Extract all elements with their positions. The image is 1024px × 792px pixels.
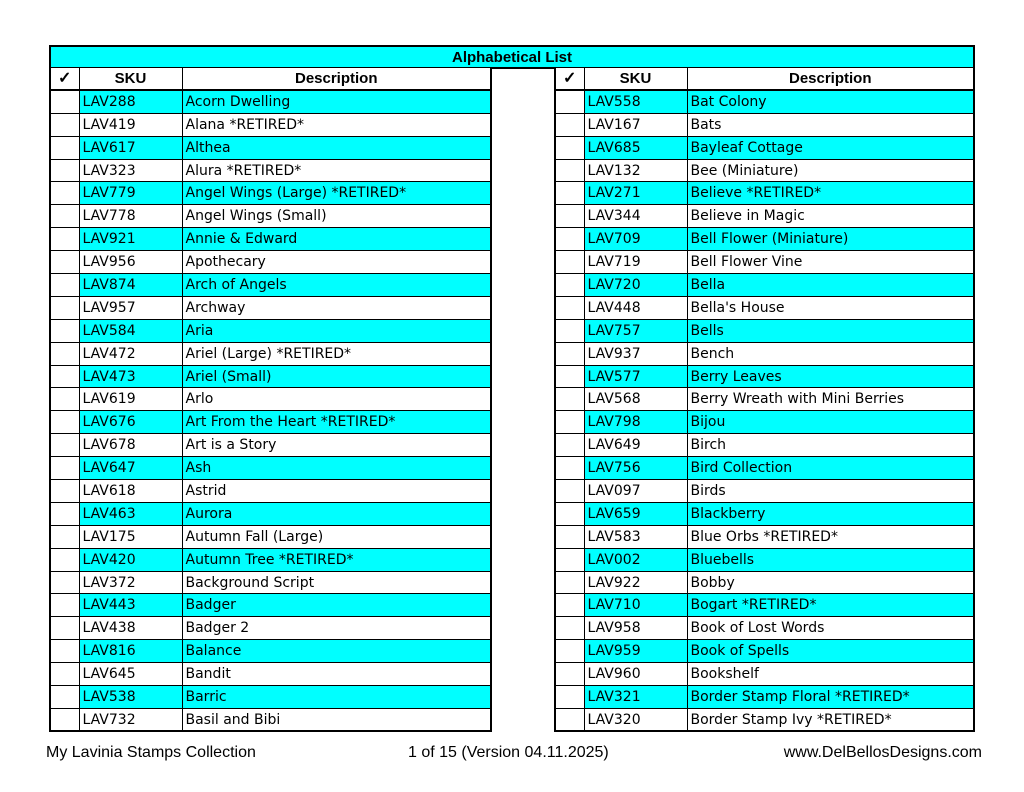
checkbox-cell[interactable] xyxy=(555,663,584,686)
checkbox-cell[interactable] xyxy=(50,388,79,411)
checkbox-cell[interactable] xyxy=(555,342,584,365)
description-cell: Angel Wings (Large) *RETIRED* xyxy=(182,182,491,205)
checkbox-cell[interactable] xyxy=(555,548,584,571)
sku-cell: LAV472 xyxy=(79,342,182,365)
description-cell: Bee (Miniature) xyxy=(687,159,974,182)
sku-cell: LAV709 xyxy=(584,228,687,251)
sku-column-header: SKU xyxy=(584,68,687,91)
table-row xyxy=(50,525,491,548)
description-cell: Believe in Magic xyxy=(687,205,974,228)
description-cell: Archway xyxy=(182,296,491,319)
description-cell: Border Stamp Ivy *RETIRED* xyxy=(687,708,974,731)
description-cell: Bat Colony xyxy=(687,90,974,113)
checkbox-cell[interactable] xyxy=(50,480,79,503)
description-cell: Art is a Story xyxy=(182,434,491,457)
sku-cell: LAV167 xyxy=(584,113,687,136)
sku-cell: LAV097 xyxy=(584,480,687,503)
description-cell: Book of Lost Words xyxy=(687,617,974,640)
sku-cell: LAV320 xyxy=(584,708,687,731)
description-column-header: Description xyxy=(687,68,974,91)
sku-cell: LAV756 xyxy=(584,457,687,480)
checkbox-cell[interactable] xyxy=(555,686,584,709)
sku-cell: LAV321 xyxy=(584,686,687,709)
checkbox-cell[interactable] xyxy=(555,365,584,388)
checkbox-cell[interactable] xyxy=(555,640,584,663)
sku-cell: LAV344 xyxy=(584,205,687,228)
description-cell: Bijou xyxy=(687,411,974,434)
right-column xyxy=(554,67,975,732)
checkbox-cell[interactable] xyxy=(50,663,79,686)
checkbox-cell[interactable] xyxy=(50,319,79,342)
sku-cell: LAV002 xyxy=(584,548,687,571)
table-row xyxy=(50,90,491,113)
table-row xyxy=(50,411,491,434)
checkbox-cell[interactable] xyxy=(555,182,584,205)
description-cell: Badger 2 xyxy=(182,617,491,640)
sku-cell: LAV798 xyxy=(584,411,687,434)
sku-cell: LAV372 xyxy=(79,571,182,594)
checkbox-cell[interactable] xyxy=(555,136,584,159)
description-cell: Apothecary xyxy=(182,251,491,274)
table-row xyxy=(555,388,974,411)
sku-cell: LAV420 xyxy=(79,548,182,571)
table-row xyxy=(555,90,974,113)
description-cell: Believe *RETIRED* xyxy=(687,182,974,205)
table-row xyxy=(555,365,974,388)
left-table-body xyxy=(50,90,491,731)
table-row xyxy=(555,640,974,663)
sku-cell: LAV921 xyxy=(79,228,182,251)
checkbox-cell[interactable] xyxy=(555,228,584,251)
sku-cell: LAV676 xyxy=(79,411,182,434)
description-cell: Bell Flower (Miniature) xyxy=(687,228,974,251)
description-cell: Bobby xyxy=(687,571,974,594)
description-cell: Bells xyxy=(687,319,974,342)
description-cell: Art From the Heart *RETIRED* xyxy=(182,411,491,434)
description-cell: Blackberry xyxy=(687,502,974,525)
description-cell: Angel Wings (Small) xyxy=(182,205,491,228)
page-footer xyxy=(46,744,982,766)
sku-cell: LAV619 xyxy=(79,388,182,411)
description-cell: Arlo xyxy=(182,388,491,411)
checkbox-cell[interactable] xyxy=(555,594,584,617)
table-row xyxy=(555,113,974,136)
sku-cell: LAV922 xyxy=(584,571,687,594)
checkbox-cell[interactable] xyxy=(50,686,79,709)
sku-cell: LAV438 xyxy=(79,617,182,640)
sku-cell: LAV577 xyxy=(584,365,687,388)
sku-cell: LAV816 xyxy=(79,640,182,663)
checkbox-cell[interactable] xyxy=(555,388,584,411)
checkbox-cell[interactable] xyxy=(555,571,584,594)
sku-cell: LAV958 xyxy=(584,617,687,640)
checkbox-cell[interactable] xyxy=(50,205,79,228)
checkbox-cell[interactable] xyxy=(50,90,79,113)
table-row xyxy=(555,182,974,205)
table-row xyxy=(555,251,974,274)
table-row xyxy=(555,525,974,548)
right-table-body xyxy=(555,90,974,731)
description-cell: Berry Leaves xyxy=(687,365,974,388)
table-row xyxy=(50,594,491,617)
sku-cell: LAV419 xyxy=(79,113,182,136)
table-row xyxy=(50,388,491,411)
sku-cell: LAV175 xyxy=(79,525,182,548)
table-row xyxy=(555,708,974,731)
description-cell: Background Script xyxy=(182,571,491,594)
sku-cell: LAV583 xyxy=(584,525,687,548)
footer-collection-name: My Lavinia Stamps Collection xyxy=(46,744,256,761)
sku-cell: LAV732 xyxy=(79,708,182,731)
checkbox-cell[interactable] xyxy=(555,113,584,136)
sku-cell: LAV288 xyxy=(79,90,182,113)
description-cell: Border Stamp Floral *RETIRED* xyxy=(687,686,974,709)
sku-cell: LAV874 xyxy=(79,274,182,297)
description-cell: Ariel (Small) xyxy=(182,365,491,388)
checkbox-cell[interactable] xyxy=(50,274,79,297)
footer-page-version: 1 of 15 (Version 04.11.2025) xyxy=(408,744,609,761)
table-row xyxy=(50,640,491,663)
table-row xyxy=(555,571,974,594)
checkbox-cell[interactable] xyxy=(555,708,584,731)
description-cell: Bluebells xyxy=(687,548,974,571)
list-title: Alphabetical List xyxy=(49,45,975,69)
description-cell: Autumn Fall (Large) xyxy=(182,525,491,548)
sku-cell: LAV584 xyxy=(79,319,182,342)
description-cell: Alura *RETIRED* xyxy=(182,159,491,182)
checkbox-cell[interactable] xyxy=(50,434,79,457)
sku-cell: LAV645 xyxy=(79,663,182,686)
table-row xyxy=(50,342,491,365)
description-cell: Barric xyxy=(182,686,491,709)
checklist-sheet xyxy=(49,45,975,734)
checkbox-cell[interactable] xyxy=(50,640,79,663)
table-row xyxy=(555,159,974,182)
description-cell: Bandit xyxy=(182,663,491,686)
checkmark-icon: ✓ xyxy=(563,69,577,87)
checkbox-cell[interactable] xyxy=(50,617,79,640)
checkbox-cell[interactable] xyxy=(555,617,584,640)
table-row xyxy=(50,136,491,159)
checkbox-cell[interactable] xyxy=(50,342,79,365)
sku-cell: LAV568 xyxy=(584,388,687,411)
sku-cell: LAV649 xyxy=(584,434,687,457)
table-row xyxy=(50,296,491,319)
description-cell: Bayleaf Cottage xyxy=(687,136,974,159)
checkbox-cell[interactable] xyxy=(555,90,584,113)
sku-cell: LAV779 xyxy=(79,182,182,205)
table-row xyxy=(50,502,491,525)
checkbox-cell[interactable] xyxy=(50,182,79,205)
description-cell: Birch xyxy=(687,434,974,457)
description-cell: Astrid xyxy=(182,480,491,503)
header-row xyxy=(555,68,974,91)
table-row xyxy=(555,686,974,709)
description-cell: Annie & Edward xyxy=(182,228,491,251)
table-row xyxy=(555,502,974,525)
sku-cell: LAV959 xyxy=(584,640,687,663)
header-row xyxy=(50,68,491,91)
table-row xyxy=(555,136,974,159)
sku-cell: LAV647 xyxy=(79,457,182,480)
table-row xyxy=(555,411,974,434)
description-cell: Birds xyxy=(687,480,974,503)
table-row xyxy=(555,617,974,640)
left-column xyxy=(49,67,492,732)
sku-cell: LAV132 xyxy=(584,159,687,182)
table-row xyxy=(555,274,974,297)
table-row xyxy=(555,296,974,319)
table-row xyxy=(50,617,491,640)
sku-cell: LAV719 xyxy=(584,251,687,274)
checkbox-cell[interactable] xyxy=(555,434,584,457)
table-row xyxy=(50,319,491,342)
checkbox-cell[interactable] xyxy=(555,525,584,548)
sku-cell: LAV323 xyxy=(79,159,182,182)
sku-cell: LAV448 xyxy=(584,296,687,319)
left-table xyxy=(49,67,492,732)
checkbox-cell[interactable] xyxy=(555,251,584,274)
description-column-header: Description xyxy=(182,68,491,91)
table-row xyxy=(555,457,974,480)
table-row xyxy=(50,434,491,457)
description-cell: Aurora xyxy=(182,502,491,525)
checkbox-cell[interactable] xyxy=(50,411,79,434)
table-row xyxy=(50,686,491,709)
table-row xyxy=(50,205,491,228)
sku-column-header: SKU xyxy=(79,68,182,91)
sku-cell: LAV937 xyxy=(584,342,687,365)
right-table xyxy=(554,67,975,732)
checkbox-cell[interactable] xyxy=(555,502,584,525)
table-row xyxy=(50,708,491,731)
description-cell: Bella's House xyxy=(687,296,974,319)
table-row xyxy=(50,228,491,251)
sku-cell: LAV678 xyxy=(79,434,182,457)
description-cell: Badger xyxy=(182,594,491,617)
table-row xyxy=(50,251,491,274)
sku-cell: LAV956 xyxy=(79,251,182,274)
sku-cell: LAV558 xyxy=(584,90,687,113)
checkbox-cell[interactable] xyxy=(555,296,584,319)
checkbox-cell[interactable] xyxy=(50,113,79,136)
checkmark-icon: ✓ xyxy=(58,69,72,87)
description-cell: Book of Spells xyxy=(687,640,974,663)
description-cell: Bookshelf xyxy=(687,663,974,686)
checkbox-cell[interactable] xyxy=(50,594,79,617)
table-row xyxy=(50,480,491,503)
checkbox-cell[interactable] xyxy=(50,251,79,274)
description-cell: Blue Orbs *RETIRED* xyxy=(687,525,974,548)
checkbox-cell[interactable] xyxy=(555,480,584,503)
checkbox-cell[interactable] xyxy=(555,274,584,297)
checkbox-cell[interactable] xyxy=(50,708,79,731)
sku-cell: LAV685 xyxy=(584,136,687,159)
footer-website: www.DelBellosDesigns.com xyxy=(783,744,982,761)
table-row xyxy=(50,274,491,297)
description-cell: Bats xyxy=(687,113,974,136)
checkbox-cell[interactable] xyxy=(555,159,584,182)
sku-cell: LAV710 xyxy=(584,594,687,617)
description-cell: Bench xyxy=(687,342,974,365)
sku-cell: LAV720 xyxy=(584,274,687,297)
sku-cell: LAV778 xyxy=(79,205,182,228)
table-row xyxy=(555,548,974,571)
checkbox-cell[interactable] xyxy=(555,205,584,228)
description-cell: Ariel (Large) *RETIRED* xyxy=(182,342,491,365)
check-column-header xyxy=(555,68,584,91)
table-row xyxy=(50,663,491,686)
description-cell: Althea xyxy=(182,136,491,159)
checkbox-cell[interactable] xyxy=(50,159,79,182)
sku-cell: LAV957 xyxy=(79,296,182,319)
sku-cell: LAV463 xyxy=(79,502,182,525)
description-cell: Aria xyxy=(182,319,491,342)
table-row xyxy=(555,594,974,617)
table-row xyxy=(50,457,491,480)
checkbox-cell[interactable] xyxy=(50,296,79,319)
table-row xyxy=(50,159,491,182)
sku-cell: LAV617 xyxy=(79,136,182,159)
sku-cell: LAV443 xyxy=(79,594,182,617)
description-cell: Balance xyxy=(182,640,491,663)
checkbox-cell[interactable] xyxy=(555,319,584,342)
sku-cell: LAV538 xyxy=(79,686,182,709)
sku-cell: LAV659 xyxy=(584,502,687,525)
checkbox-cell[interactable] xyxy=(50,457,79,480)
checkbox-cell[interactable] xyxy=(50,502,79,525)
table-row xyxy=(555,663,974,686)
checkbox-cell[interactable] xyxy=(555,411,584,434)
table-row xyxy=(50,365,491,388)
description-cell: Acorn Dwelling xyxy=(182,90,491,113)
table-row xyxy=(50,113,491,136)
description-cell: Bogart *RETIRED* xyxy=(687,594,974,617)
checkbox-cell[interactable] xyxy=(50,136,79,159)
description-cell: Arch of Angels xyxy=(182,274,491,297)
table-row xyxy=(555,480,974,503)
table-row xyxy=(50,571,491,594)
description-cell: Ash xyxy=(182,457,491,480)
checkbox-cell[interactable] xyxy=(50,228,79,251)
description-cell: Bell Flower Vine xyxy=(687,251,974,274)
checkbox-cell[interactable] xyxy=(555,457,584,480)
table-row xyxy=(555,434,974,457)
description-cell: Berry Wreath with Mini Berries xyxy=(687,388,974,411)
table-row xyxy=(50,548,491,571)
table-row xyxy=(555,319,974,342)
table-row xyxy=(50,182,491,205)
table-row xyxy=(555,228,974,251)
checkbox-cell[interactable] xyxy=(50,571,79,594)
sku-cell: LAV618 xyxy=(79,480,182,503)
description-cell: Autumn Tree *RETIRED* xyxy=(182,548,491,571)
sku-cell: LAV960 xyxy=(584,663,687,686)
description-cell: Alana *RETIRED* xyxy=(182,113,491,136)
table-row xyxy=(555,205,974,228)
check-column-header xyxy=(50,68,79,91)
sku-cell: LAV757 xyxy=(584,319,687,342)
description-cell: Bella xyxy=(687,274,974,297)
table-row xyxy=(555,342,974,365)
sku-cell: LAV473 xyxy=(79,365,182,388)
checkbox-cell[interactable] xyxy=(50,525,79,548)
checkbox-cell[interactable] xyxy=(50,365,79,388)
description-cell: Basil and Bibi xyxy=(182,708,491,731)
sku-cell: LAV271 xyxy=(584,182,687,205)
description-cell: Bird Collection xyxy=(687,457,974,480)
checkbox-cell[interactable] xyxy=(50,548,79,571)
